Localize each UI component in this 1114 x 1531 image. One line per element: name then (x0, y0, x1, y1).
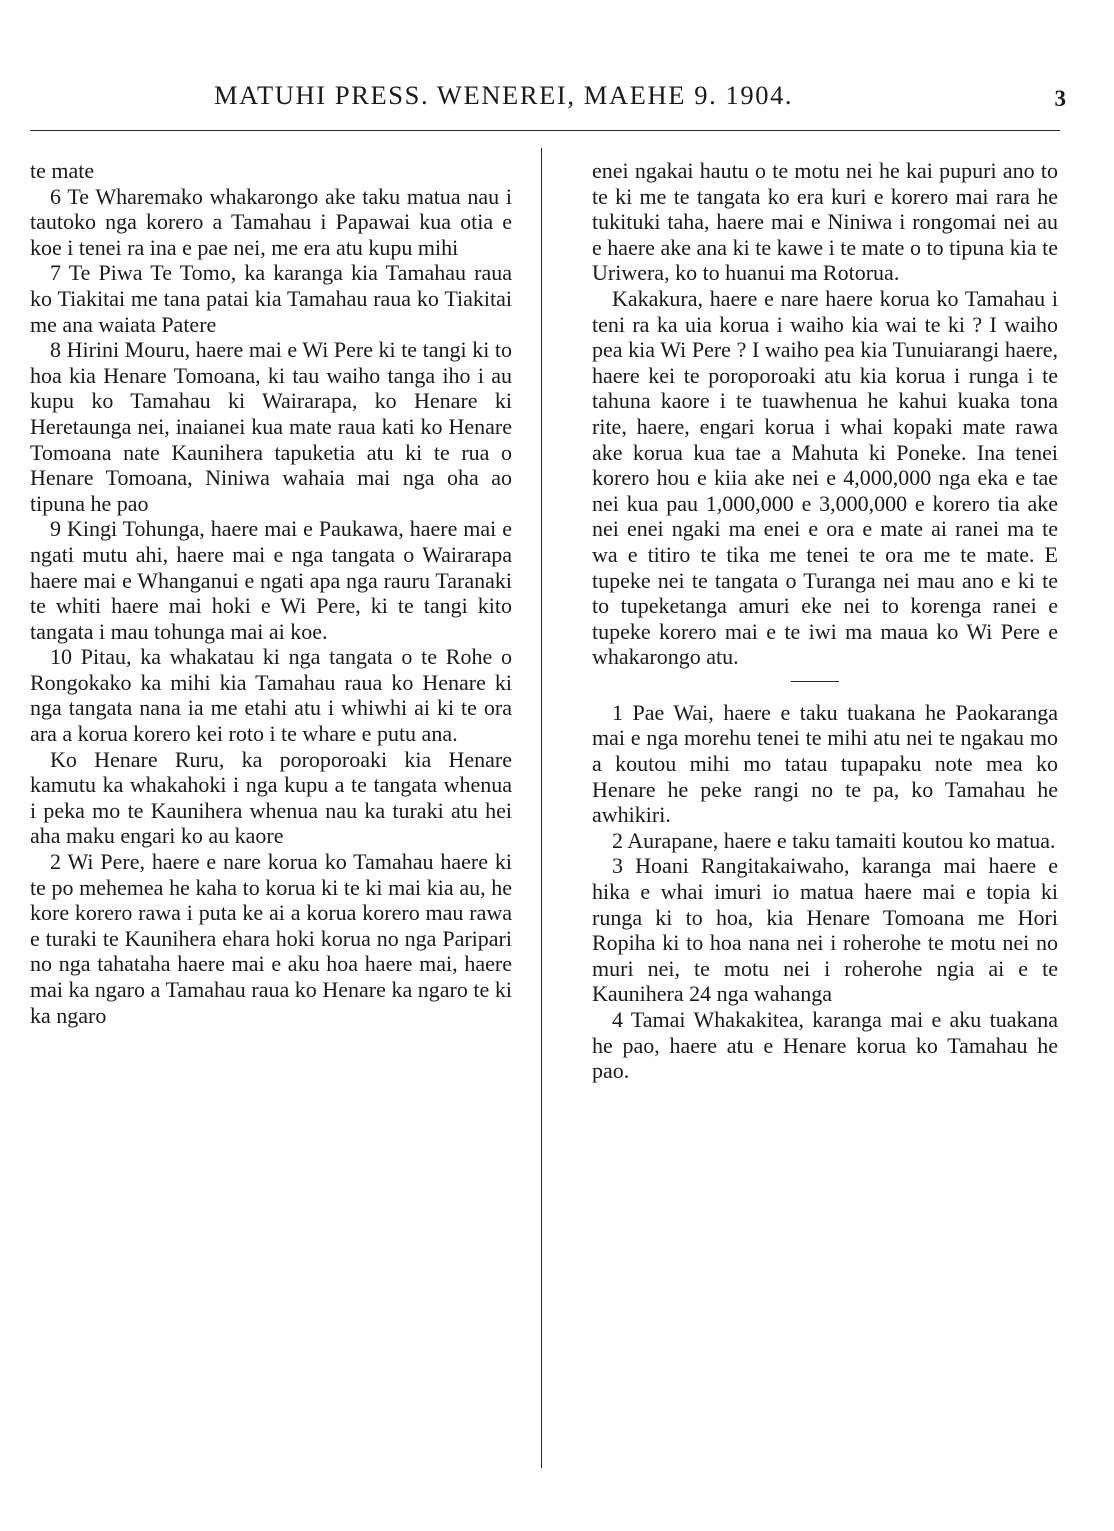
paragraph: 9 Kingi Tohunga, haere mai e Paukawa, haere mai e ngati mutu ahi, haere mai e nga tangata o Wairarapa haere mai e Whanganui e ngati apa nga rauru Taranaki te whiti haere mai hoki e Wi Pere, ki te tangi kito tangata i mau tohunga mai ai koe. (30, 516, 512, 644)
paragraph: 2 Wi Pere, haere e nare korua ko Tamahau haere ki te po mehemea he kaha to korua ki te ki mai kia au, he kore korero rawa i puta ke ai a korua korero mau rawa e turaki te Kaunihera ehara hoki korua no nga Paripari no nga tahataha haere mai e aku hoa haere mai, haere mai ka ngaro a Tamahau raua ko Henare ka ngaro te ki ka ngaro (30, 849, 512, 1028)
paragraph: 4 Tamai Whakakitea, karanga mai e aku tuakana he pao, haere atu e Henare korua ko Tamahau he pao. (592, 1007, 1058, 1084)
paragraph: 7 Te Piwa Te Tomo, ka karanga kia Tamahau raua ko Tiakitai me tana patai kia Tamahau raua ko Tiakitai me ana waiata Patere (30, 260, 512, 337)
paragraph: 6 Te Wharemako whakarongo ake taku matua nau i tautoko nga korero a Tamahau i Papawai kua otia e koe i tenei ra ina e pae nei, me era atu kupu mihi (30, 183, 512, 260)
paragraph: 2 Aurapane, haere e taku tamaiti koutou ko matua. (612, 827, 1056, 853)
paragraph: 3 Hoani Rangitakaiwaho, karanga mai haere e hika e whai imuri io matua haere mai e topia ki runga ki to hoa, kia Henare Tomoana me Hori Ropiha ki to hoa nana nei i roherohe te motu nei no muri nei, te motu nei i roherohe ngia ai e te Kaunihera 24 nga wahanga (592, 853, 1058, 1007)
page-header (0, 76, 1114, 116)
left-column (30, 158, 512, 1028)
right-column (592, 158, 1058, 1084)
paragraph: Kakakura, haere e nare haere korua ko Tamahau i teni ra ka uia korua i waiho kia wai te ki ? I waiho pea kia Wi Pere ? I waiho pea kia Tunuiarangi haere, haere kei te poroporoaki atu kia korua i runga i te tahuna kaore i te tuawhenua he kahui kuaka tona rite, haere, engari korua i whai kopaki mate rawa ake korua kua tae a Mahuta ki Poneke. Ina tenei korero hou e kiia ake nei e 4,000,000 nga eka e tae nei kua pau 1,000,000 e 3,000,000 e korero tia ake nei enei ngaki ma enei e ora e mate ai ranei ma te wa e titiro te tika me tenei te ora me te mate. E tupeke nei te tangata o Turanga nei mau ano e ki te to tupeketanga amuri eke nei to korenga ranei e tupeke korero mai e te iwi ma maua ko Wi Pere e whakarongo atu. (592, 285, 1058, 670)
paragraph: 8 Hirini Mouru, haere mai e Wi Pere ki te tangi ki to hoa kia Henare Tomoana, ki tau waiho tanga iho i au kupu ko Tamahau ki Wairarapa, ko Henare ki Heretaunga nei, inaianei kua mate raua kati ko Henare Tomoana nate Kaunihera tapuketia atu ki te rua o Henare Tomoana, Niniwa wahaia mai nga oha ao tipuna he pao (30, 337, 512, 516)
page-number: 3 (1054, 86, 1066, 111)
paragraph: enei ngakai hautu o te motu nei he kai pupuri ano to te ki me te tangata ko era kuri e korero mai rara he tukituki taha, haere mai e Niniwa i rongomai nei au e haere ake ana ki te kawe i te mate o to tipuna kia te Uriwera, ko to huanui ma Rotorua. (592, 158, 1058, 286)
paragraph: 1 Pae Wai, haere e taku tuakana he Paokaranga mai e nga morehu tenei te mihi atu nei te ngakau mo a koutou mihi mo tatau tupapaku note mea ko Henare he peke rangi no te pa, ko Tamahau he awhikiri. (592, 699, 1058, 828)
paragraph: 10 Pitau, ka whakatau ki nga tangata o te Rohe o Rongokako ka mihi kia Tamahau raua ko Henare ki nga tangata nana ia me etahi atu i whiwhi ai ki te ora ara a korua korero kei roto i te whare e putu ana. (30, 644, 512, 747)
column-divider (541, 148, 542, 1468)
newspaper-title: MATUHI PRESS. WENEREI, MAEHE 9. 1904. (214, 80, 794, 110)
paragraph: te mate (30, 158, 95, 183)
paragraph: Ko Henare Ruru, ka poroporoaki kia Henare kamutu ka whakahoki i nga kupu a te tangata whenua i peka mo te Kaunihera whenua nau ka turaki atu hei aha maku engari ko au kaore (30, 746, 512, 849)
section-divider (791, 681, 839, 682)
header-rule (30, 130, 1060, 131)
